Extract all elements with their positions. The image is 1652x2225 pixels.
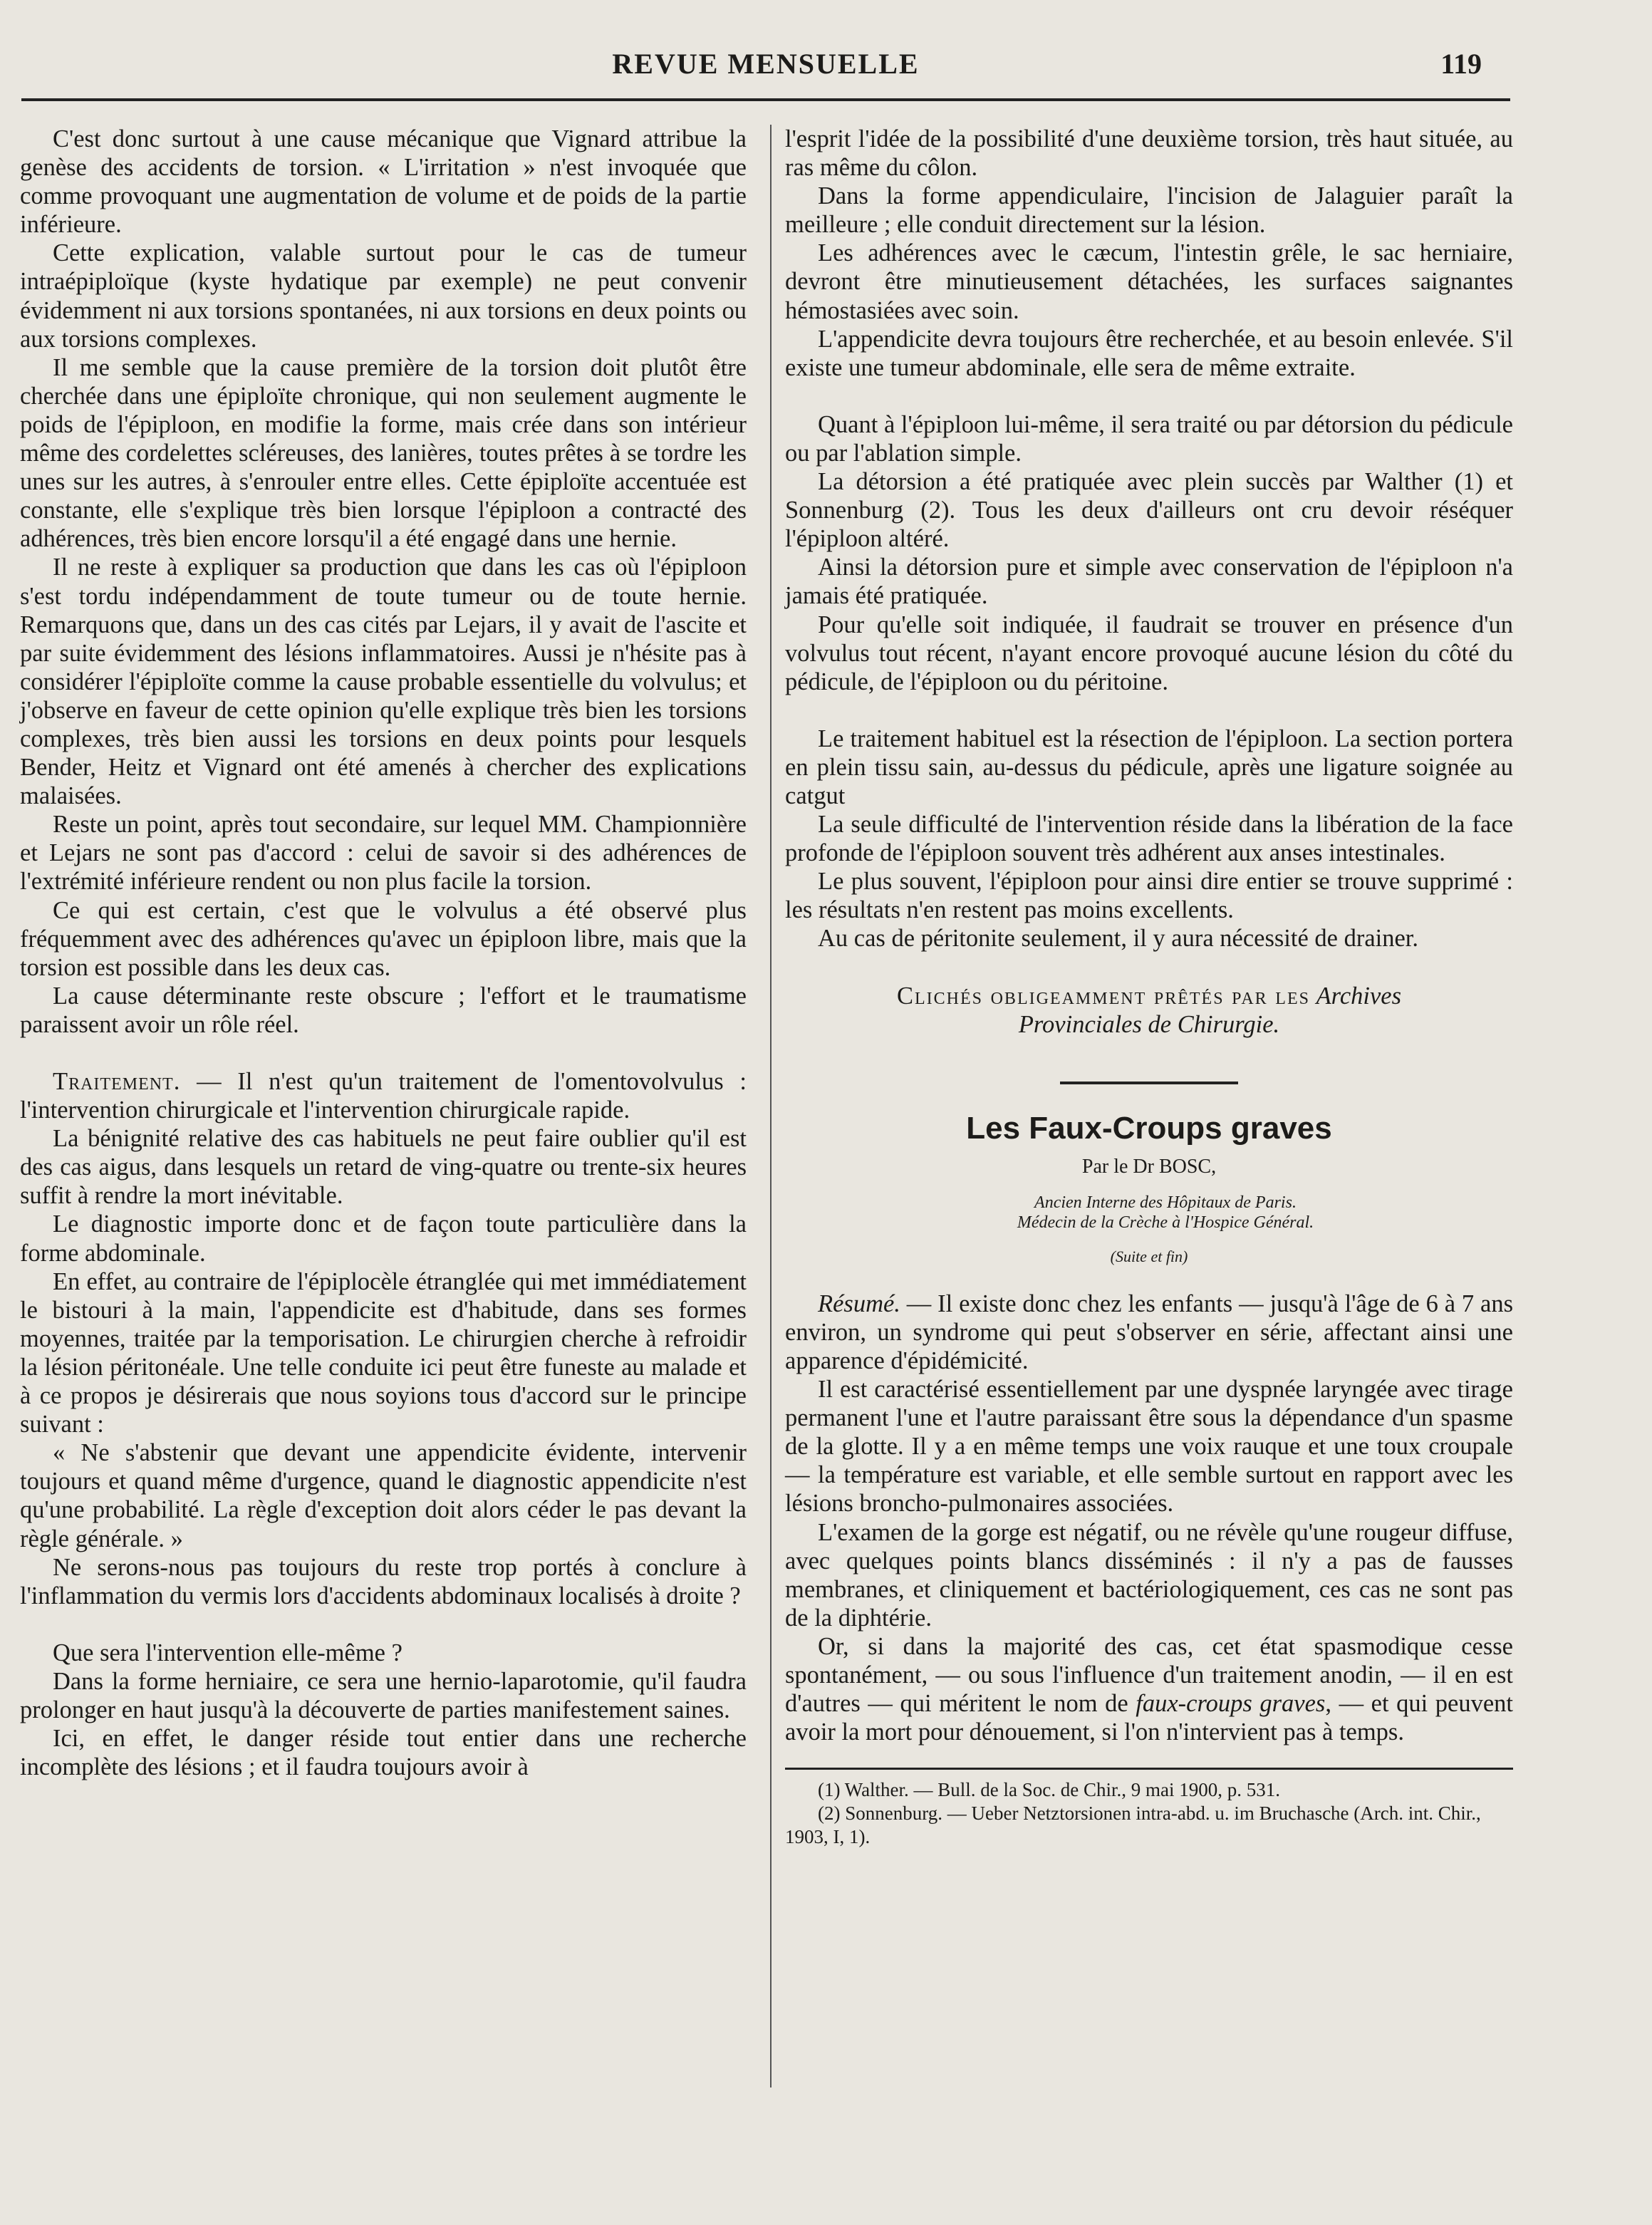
paragraph: La détorsion a été pratiquée avec plein succès par Walther (1) et Sonnenburg (2). Tous les deux d'ailleurs ont cru devoir réséquer l'épiploon altéré. — [785, 468, 1513, 553]
author-affiliation: Médecin de la Crèche à l'Hospice Général. — [1017, 1213, 1314, 1232]
running-title: REVUE MENSUELLE — [612, 48, 920, 80]
section-label-traitement: Traitement. — [53, 1068, 181, 1095]
paragraph-text: , — et qui peuvent avoir la mort pour dénouement, si l'on n'intervient pas à temps. — [785, 1690, 1514, 1746]
paragraph: Quant à l'épiploon lui-même, il sera traité ou par détorsion du pédicule ou par l'ablation simple. — [785, 410, 1513, 467]
paragraph: « Ne s'abstenir que devant une appendicite évidente, intervenir toujours et quand même d'urgence, quand le diagnostic appendicite n'est qu'une probabilité. La règle d'exception doit alors céder le pas devant la règle générale. » — [20, 1439, 747, 1552]
image-credits — [785, 982, 1513, 1039]
footnote-rule — [785, 1768, 1513, 1770]
author-affiliation: Ancien Interne des Hôpitaux de Paris. — [1034, 1193, 1297, 1212]
paragraph: Le diagnostic importe donc et de façon toute particulière dans la forme abdominale. — [20, 1210, 747, 1267]
paragraph-text: Or, si dans la majorité des cas, cet état spasmodique cesse spontanément, — ou sous l'influence d'un traitement anodin, — il en est d'autres — qui méritent le nom de — [785, 1632, 1513, 1718]
paragraph: Que sera l'intervention elle-même ? — [53, 1639, 402, 1666]
paragraph-text: — Il existe donc chez les enfants — jusqu'à l'âge de 6 à 7 ans environ, un syndrome qui peut s'observer en série, affectant ainsi une apparence d'épidémicité. — [785, 1290, 1513, 1374]
resume-label: Résumé. — [818, 1290, 900, 1317]
paragraph: Les adhérences avec le cæcum, l'intestin grêle, le sac herniaire, devront être minutieusement détachées, les surfaces saignantes hémostasiées avec soin. — [785, 239, 1513, 324]
paragraph: En effet, au contraire de l'épiplocèle étranglée qui met immédiatement le bistouri à la main, l'appendicite est d'habitude, dans ses formes moyennes, traitée par la temporisation. Le chirurgien cherche à refroidir la lésion péritonéale. Une telle conduite ici peut être funeste au malade et à ce propos je désirerais que nous soyions tous d'accord sur le principe suivant : — [20, 1267, 747, 1438]
paragraph: Ce qui est certain, c'est que le volvulus a été observé plus fréquemment avec des adhérences qu'avec un épiploon libre, mais que la torsion est possible dans les deux cas. — [20, 896, 747, 981]
paragraph: Le traitement habituel est la résection de l'épiploon. La section portera en plein tissu sain, au-dessus du pédicule, après une ligature soignée au catgut — [785, 725, 1513, 809]
paragraph: Ainsi la détorsion pure et simple avec conservation de l'épiploon n'a jamais été pratiquée. — [785, 554, 1513, 610]
column-divider — [770, 125, 772, 2087]
paragraph: L'appendicite devra toujours être recherchée, et au besoin enlevée. S'il existe une tumeur abdominale, elle sera de même extraite. — [785, 325, 1513, 381]
credits-italic: Archives — [1316, 982, 1402, 1010]
paragraph: Ne serons-nous pas toujours du reste trop portés à conclure à l'inflammation du vermis lors d'accidents abdominaux localisés à droite ? — [20, 1553, 747, 1609]
paragraph: La cause déterminante reste obscure ; l'effort et le traumatisme paraissent avoir un rôle réel. — [20, 982, 747, 1038]
suite-note: (Suite et fin) — [1110, 1247, 1188, 1265]
emphasis: faux-croups graves — [1136, 1690, 1326, 1718]
paragraph: La bénignité relative des cas habituels ne peut faire oublier qu'il est des cas aigus, dans lesquels un retard de ving-quatre ou trente-six heures suffit à rendre la mort inévitable. — [20, 1125, 747, 1210]
paragraph: Il ne reste à expliquer sa production que dans les cas où l'épiploon s'est tordu indépendamment de toute tumeur ou de toute hernie. Remarquons que, dans un des cas cités par Lejars, il y avait de l'ascite et par suite évidemment des lésions inflammatoires. Aussi je n'hésite pas à considérer l'épiploïte comme la cause probable essentielle du volvulus; et j'observe en faveur de cette opinion qu'elle explique très bien les torsions complexes, très bien aussi les torsions en deux points pour lesquels Bender, Heitz et Vignard ont été amenés à chercher des explications malaisées. — [20, 554, 747, 810]
traitement-paragraph — [20, 1067, 747, 1124]
paragraph: Le plus souvent, l'épiploon pour ainsi dire entier se trouve supprimé : les résultats n'en restent pas moins excellents. — [785, 868, 1513, 924]
paragraph: Cette explication, valable surtout pour le cas de tumeur intraépiploïque (kyste hydatique par exemple) ne peut convenir évidemment ni aux torsions spontanées, ni aux torsions en deux points ou aux torsions complexes. — [20, 239, 747, 353]
paragraph: Il est caractérisé essentiellement par une dyspnée laryngée avec tirage permanent l'une et l'autre paraissant être sous la dépendance d'un spasme de la glotte. Il y a en même temps une voix rauque et une toux croupale — la température est variable, et elle semble surtout en rapport avec les lésions broncho-pulmonaires associées. — [785, 1376, 1513, 1518]
paragraph — [785, 1632, 1513, 1746]
page-header — [21, 41, 1510, 101]
article-title: Les Faux-Croups graves — [966, 1110, 1332, 1146]
section-rule — [1060, 1082, 1238, 1084]
page-number: 119 — [1440, 48, 1482, 80]
paragraph: L'examen de la gorge est négatif, ou ne révèle qu'une rougeur diffuse, avec quelques points blancs disséminés : il n'y a pas de fausses membranes, et cliniquement et bactériologiquement, ces cas ne sont pas de la diphtérie. — [785, 1518, 1513, 1632]
paragraph: La seule difficulté de l'intervention réside dans la libération de la face profonde de l'épiploon souvent très adhérent aux anses intestinales. — [785, 811, 1513, 867]
footnote: (2) Sonnenburg. — Ueber Netztorsionen intra-abd. u. im Bruchasche (Arch. int. Chir., 1903, I, 1). — [785, 1803, 1481, 1848]
paragraph: C'est donc surtout à une cause mécanique que Vignard attribue la genèse des accidents de torsion. « L'irritation » n'est invoquée que comme provoquant une augmentation de volume et de poids de la partie inférieure. — [20, 125, 747, 239]
paragraph: Dans la forme appendiculaire, l'incision de Jalaguier paraît la meilleure ; elle conduit directement sur la lésion. — [785, 182, 1513, 239]
credits-text: Clichés obligeamment prêtés par les — [896, 982, 1310, 1010]
paragraph: Au cas de péritonite seulement, il y aura nécessité de drainer. — [818, 925, 1419, 953]
paragraph: Pour qu'elle soit indiquée, il faudrait se trouver en présence d'un volvulus tout récent, n'ayant encore provoqué aucune lésion du côté du pédicule, de l'épiploon ou du péritoine. — [785, 611, 1513, 695]
author-line: Par le Dr BOSC, — [1081, 1155, 1217, 1178]
credits-italic-line2: Provinciales de Chirurgie. — [1018, 1010, 1280, 1038]
paragraph: Il me semble que la cause première de la torsion doit plutôt être cherchée dans une épiploïte chronique, qui non seulement augmente le poids de l'épiploon, en modifie la forme, mais crée dans son intérieur même des cordelettes scléreuses, des lanières, toutes prêtes à se tordre les unes sur les autres, à s'enrouler entre elles. Cette épiploïte accentuée est constante, elle s'explique très bien lorsque l'épiploon a contracté des adhérences, très bien encore lorsqu'il a été engagé dans une hernie. — [20, 353, 747, 553]
footnote: (1) Walther. — Bull. de la Soc. de Chir., 9 mai 1900, p. 531. — [818, 1779, 1281, 1801]
paragraph-text: — Il n'est qu'un traitement de l'omentovolvulus : l'intervention chirurgicale et l'intervention chirurgicale rapide. — [20, 1068, 747, 1124]
paragraph: Dans la forme herniaire, ce sera une hernio-laparotomie, qu'il faudra prolonger en haut jusqu'à la découverte de parties manifestement saines. — [20, 1667, 747, 1723]
resume-paragraph — [785, 1290, 1513, 1375]
left-column — [20, 125, 747, 1781]
paragraph: Ici, en effet, le danger réside tout entier dans une recherche incomplète des lésions ; et il faudra toujours avoir à — [20, 1725, 747, 1781]
right-column — [785, 125, 1513, 1849]
paragraph: Reste un point, après tout secondaire, sur lequel MM. Championnière et Lejars ne sont pas d'accord : celui de savoir si des adhérences de l'extrémité inférieure rendent ou non plus facile la torsion. — [20, 811, 747, 896]
paragraph: l'esprit l'idée de la possibilité d'une deuxième torsion, très haut située, au ras même du côlon. — [785, 125, 1513, 182]
